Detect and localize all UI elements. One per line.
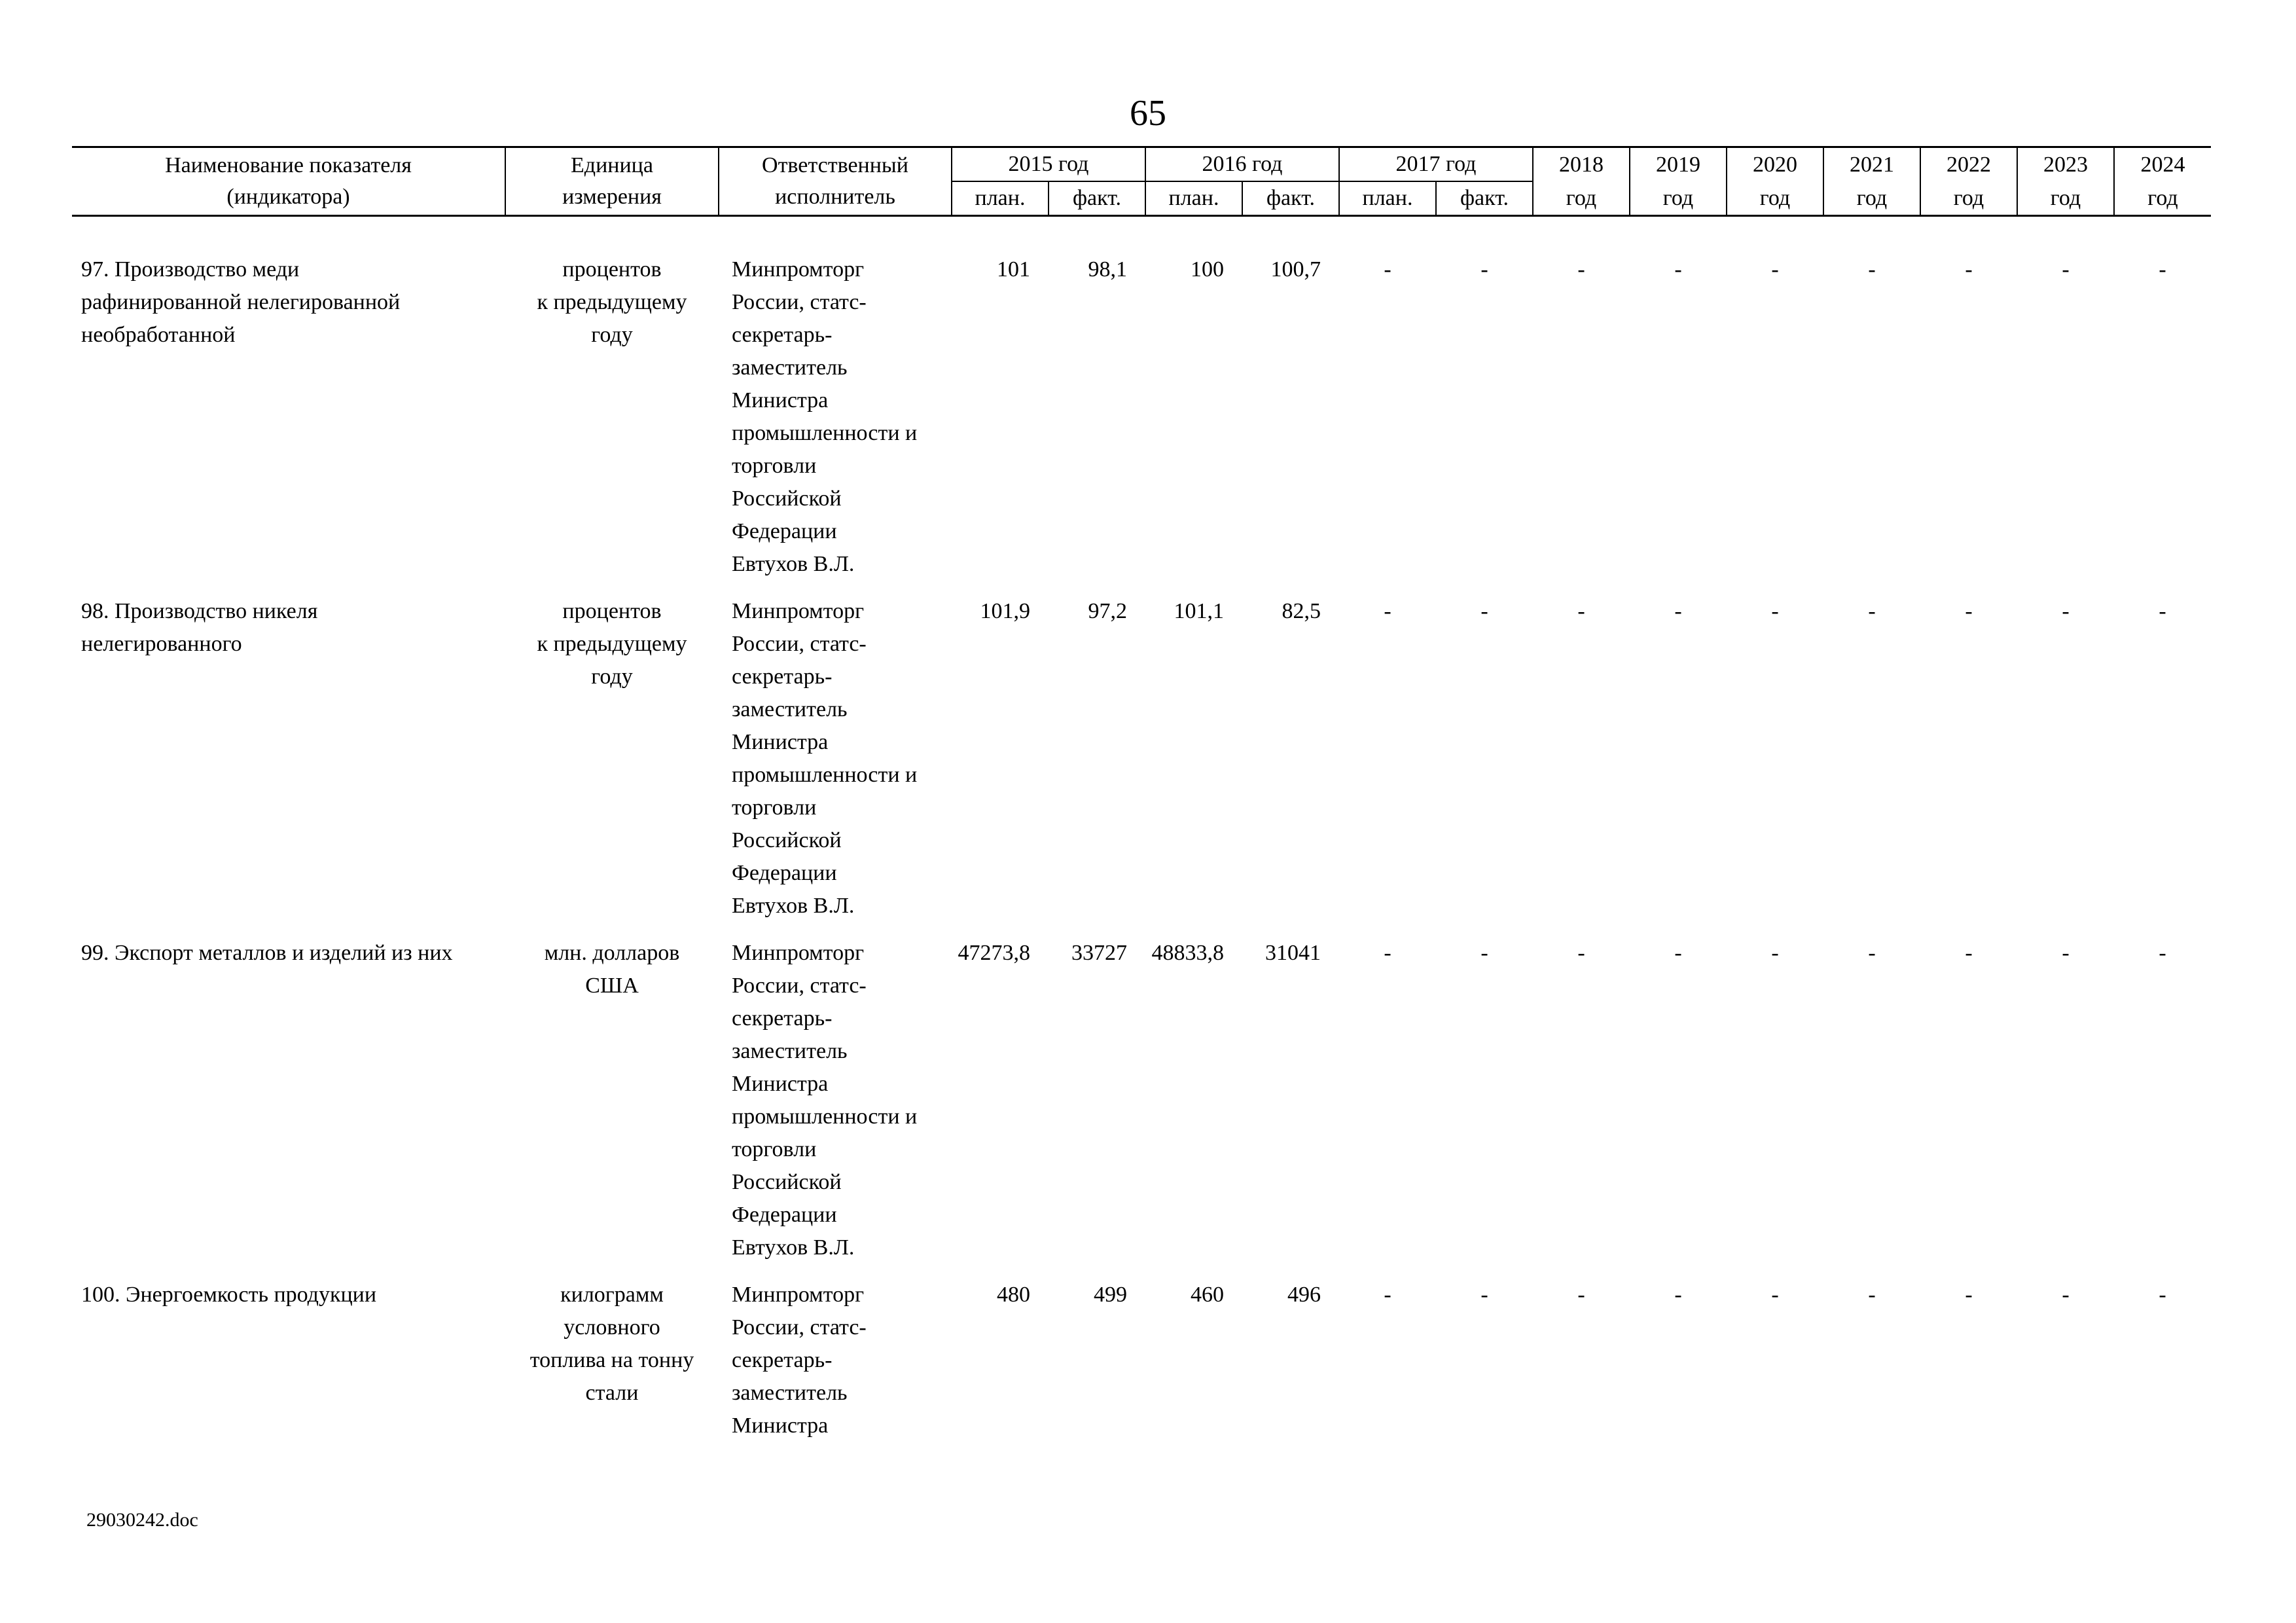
responsible-executor-line: промышленности и <box>732 763 918 787</box>
responsible-executor <box>719 253 952 581</box>
dash-cell: - <box>1577 257 1585 282</box>
header-year-2021: 2021 <box>1823 147 1920 182</box>
responsible-executor-line: Минпромторг <box>732 1283 865 1307</box>
dash-cell: - <box>1577 1283 1585 1307</box>
dash-cell: - <box>1674 257 1682 282</box>
dash-cell: - <box>1868 257 1876 282</box>
dash-cell: - <box>1965 599 1973 623</box>
responsible-executor-line: секретарь- <box>732 665 833 689</box>
table-header <box>72 147 2211 216</box>
indicator-name <box>72 937 505 1264</box>
header-2019-god: год <box>1630 181 1727 216</box>
responsible-executor-line: Российской <box>732 1170 842 1194</box>
value-cell: 31041 <box>1265 941 1321 965</box>
indicator-name-line: нелегированного <box>81 632 242 656</box>
responsible-executor-line: России, статс- <box>732 290 867 314</box>
indicator-name-line: рафинированной нелегированной <box>81 290 401 314</box>
responsible-executor-line: Министра <box>732 730 829 754</box>
unit-of-measure <box>505 937 719 1264</box>
indicator-name-line: 100. Энергоемкость продукции <box>81 1283 377 1307</box>
table-row <box>72 595 2211 922</box>
value-cell: 460 <box>1191 1283 1224 1307</box>
header-indicator-name <box>72 147 505 216</box>
table-body <box>72 216 2211 1443</box>
responsible-executor-line: Евтухов В.Л. <box>732 552 855 576</box>
responsible-executor-line: Министра <box>732 388 829 412</box>
header-year-2017: 2017 год <box>1339 147 1533 182</box>
value-cell: 100,7 <box>1270 257 1321 282</box>
dash-cell: - <box>2159 941 2166 965</box>
value-cell: 48833,8 <box>1151 941 1224 965</box>
header-2021-god: год <box>1823 181 1920 216</box>
dash-cell: - <box>1384 599 1391 623</box>
header-responsible-line1: Ответственный <box>762 153 908 177</box>
responsible-executor-line: Минпромторг <box>732 599 865 623</box>
header-2015-fact: факт. <box>1049 181 1145 216</box>
responsible-executor-line: Евтухов В.Л. <box>732 1235 855 1260</box>
header-year-2015: 2015 год <box>952 147 1145 182</box>
responsible-executor-line: промышленности и <box>732 1104 918 1129</box>
indicator-name-line: 99. Экспорт металлов и изделий из них <box>81 941 453 965</box>
table-row <box>72 253 2211 581</box>
header-2022-god: год <box>1920 181 2017 216</box>
unit-of-measure-line: году <box>591 665 633 689</box>
dash-cell: - <box>1965 1283 1973 1307</box>
header-year-2018: 2018 <box>1533 147 1630 182</box>
responsible-executor-line: заместитель <box>732 356 848 380</box>
responsible-executor-line: секретарь- <box>732 1348 833 1372</box>
value-cell: 499 <box>1094 1283 1127 1307</box>
value-cell: 97,2 <box>1088 599 1127 623</box>
dash-cell: - <box>1384 1283 1391 1307</box>
unit-of-measure-line: году <box>591 323 633 347</box>
unit-of-measure-line: млн. долларов <box>544 941 680 965</box>
dash-cell: - <box>1965 941 1973 965</box>
responsible-executor-line: торговли <box>732 795 817 820</box>
value-cell: 47273,8 <box>958 941 1030 965</box>
responsible-executor-line: Министра <box>732 1072 829 1096</box>
responsible-executor-line: России, статс- <box>732 632 867 656</box>
document-reference: 29030242.doc <box>86 1509 198 1531</box>
value-cell: 101 <box>997 257 1030 282</box>
header-indicator-name-line2: (индикатора) <box>226 185 350 209</box>
header-2016-plan: план. <box>1145 181 1242 216</box>
dash-cell: - <box>2062 1283 2070 1307</box>
dash-cell: - <box>1771 257 1779 282</box>
unit-of-measure-line: процентов <box>562 599 662 623</box>
dash-cell: - <box>1674 941 1682 965</box>
dash-cell: - <box>1384 257 1391 282</box>
header-year-2016: 2016 год <box>1145 147 1339 182</box>
header-year-2019: 2019 <box>1630 147 1727 182</box>
responsible-executor-line: торговли <box>732 1137 817 1161</box>
dash-cell: - <box>1771 599 1779 623</box>
value-cell: 496 <box>1287 1283 1321 1307</box>
dash-cell: - <box>2159 599 2166 623</box>
dash-cell: - <box>1965 257 1973 282</box>
header-2017-fact: факт. <box>1436 181 1533 216</box>
unit-of-measure-line: к предыдущему <box>537 632 687 656</box>
responsible-executor-line: заместитель <box>732 697 848 721</box>
dash-cell: - <box>1771 1283 1779 1307</box>
dash-cell: - <box>1674 599 1682 623</box>
header-year-2023: 2023 <box>2017 147 2114 182</box>
unit-of-measure-line: килограмм <box>560 1283 664 1307</box>
dash-cell: - <box>1480 1283 1488 1307</box>
indicator-name <box>72 1279 505 1442</box>
responsible-executor-line: Федерации <box>732 861 837 885</box>
responsible-executor-line: России, статс- <box>732 974 867 998</box>
dash-cell: - <box>1674 1283 1682 1307</box>
dash-cell: - <box>2062 941 2070 965</box>
dash-cell: - <box>1480 941 1488 965</box>
indicator-name-line: 98. Производство никеля <box>81 599 318 623</box>
header-2024-god: год <box>2114 181 2211 216</box>
responsible-executor-line: заместитель <box>732 1039 848 1063</box>
table-row <box>72 1279 2211 1442</box>
header-unit-line1: Единица <box>571 153 653 177</box>
responsible-executor-line: секретарь- <box>732 1006 833 1030</box>
value-cell: 480 <box>997 1283 1030 1307</box>
responsible-executor-line: Федерации <box>732 519 837 543</box>
responsible-executor-line: Минпромторг <box>732 941 865 965</box>
unit-of-measure <box>505 595 719 922</box>
dash-cell: - <box>2062 257 2070 282</box>
dash-cell: - <box>1577 941 1585 965</box>
dash-cell: - <box>1868 941 1876 965</box>
header-2020-god: год <box>1727 181 1823 216</box>
responsible-executor-line: заместитель <box>732 1381 848 1405</box>
indicator-name <box>72 595 505 922</box>
header-2016-fact: факт. <box>1242 181 1339 216</box>
responsible-executor-line: секретарь- <box>732 323 833 347</box>
indicator-name-line: необработанной <box>81 323 236 347</box>
unit-of-measure-line: к предыдущему <box>537 290 687 314</box>
header-responsible-line2: исполнитель <box>775 185 895 209</box>
page-number: 65 <box>1130 93 1166 134</box>
indicator-name <box>72 253 505 581</box>
value-cell: 98,1 <box>1088 257 1127 282</box>
value-cell: 33727 <box>1071 941 1127 965</box>
dash-cell: - <box>1771 941 1779 965</box>
dash-cell: - <box>2159 1283 2166 1307</box>
responsible-executor-line: Министра <box>732 1413 829 1438</box>
dash-cell: - <box>1868 599 1876 623</box>
indicators-table <box>72 146 2211 1442</box>
header-year-2020: 2020 <box>1727 147 1823 182</box>
unit-of-measure-line: США <box>585 974 639 998</box>
dash-cell: - <box>2159 257 2166 282</box>
unit-of-measure <box>505 1279 719 1442</box>
header-indicator-name-line1: Наименование показателя <box>165 153 412 177</box>
unit-of-measure-line: стали <box>585 1381 639 1405</box>
dash-cell: - <box>1868 1283 1876 1307</box>
responsible-executor-line: Евтухов В.Л. <box>732 894 855 918</box>
unit-of-measure-line: условного <box>564 1315 660 1340</box>
header-2017-plan: план. <box>1339 181 1436 216</box>
responsible-executor-line: Российской <box>732 828 842 852</box>
header-unit-line2: измерения <box>562 185 662 209</box>
unit-of-measure <box>505 253 719 581</box>
responsible-executor-line: промышленности и <box>732 421 918 445</box>
value-cell: 101,1 <box>1174 599 1224 623</box>
unit-of-measure-line: топлива на тонну <box>529 1348 694 1372</box>
dash-cell: - <box>1577 599 1585 623</box>
responsible-executor-line: России, статс- <box>732 1315 867 1340</box>
dash-cell: - <box>1480 599 1488 623</box>
value-cell: 101,9 <box>980 599 1030 623</box>
header-unit <box>505 147 719 216</box>
header-year-2022: 2022 <box>1920 147 2017 182</box>
responsible-executor-line: Минпромторг <box>732 257 865 282</box>
responsible-executor <box>719 1279 952 1442</box>
header-2023-god: год <box>2017 181 2114 216</box>
dash-cell: - <box>1480 257 1488 282</box>
indicator-name-line: 97. Производство меди <box>81 257 300 282</box>
responsible-executor-line: Российской <box>732 486 842 511</box>
dash-cell: - <box>2062 599 2070 623</box>
dash-cell: - <box>1384 941 1391 965</box>
responsible-executor <box>719 595 952 922</box>
unit-of-measure-line: процентов <box>562 257 662 282</box>
value-cell: 82,5 <box>1282 599 1321 623</box>
responsible-executor-line: Федерации <box>732 1203 837 1227</box>
header-2018-god: год <box>1533 181 1630 216</box>
value-cell: 100 <box>1191 257 1224 282</box>
responsible-executor-line: торговли <box>732 454 817 478</box>
header-year-2024: 2024 <box>2114 147 2211 182</box>
responsible-executor <box>719 937 952 1264</box>
header-responsible <box>719 147 952 216</box>
header-2015-plan: план. <box>952 181 1049 216</box>
table-row <box>72 937 2211 1264</box>
